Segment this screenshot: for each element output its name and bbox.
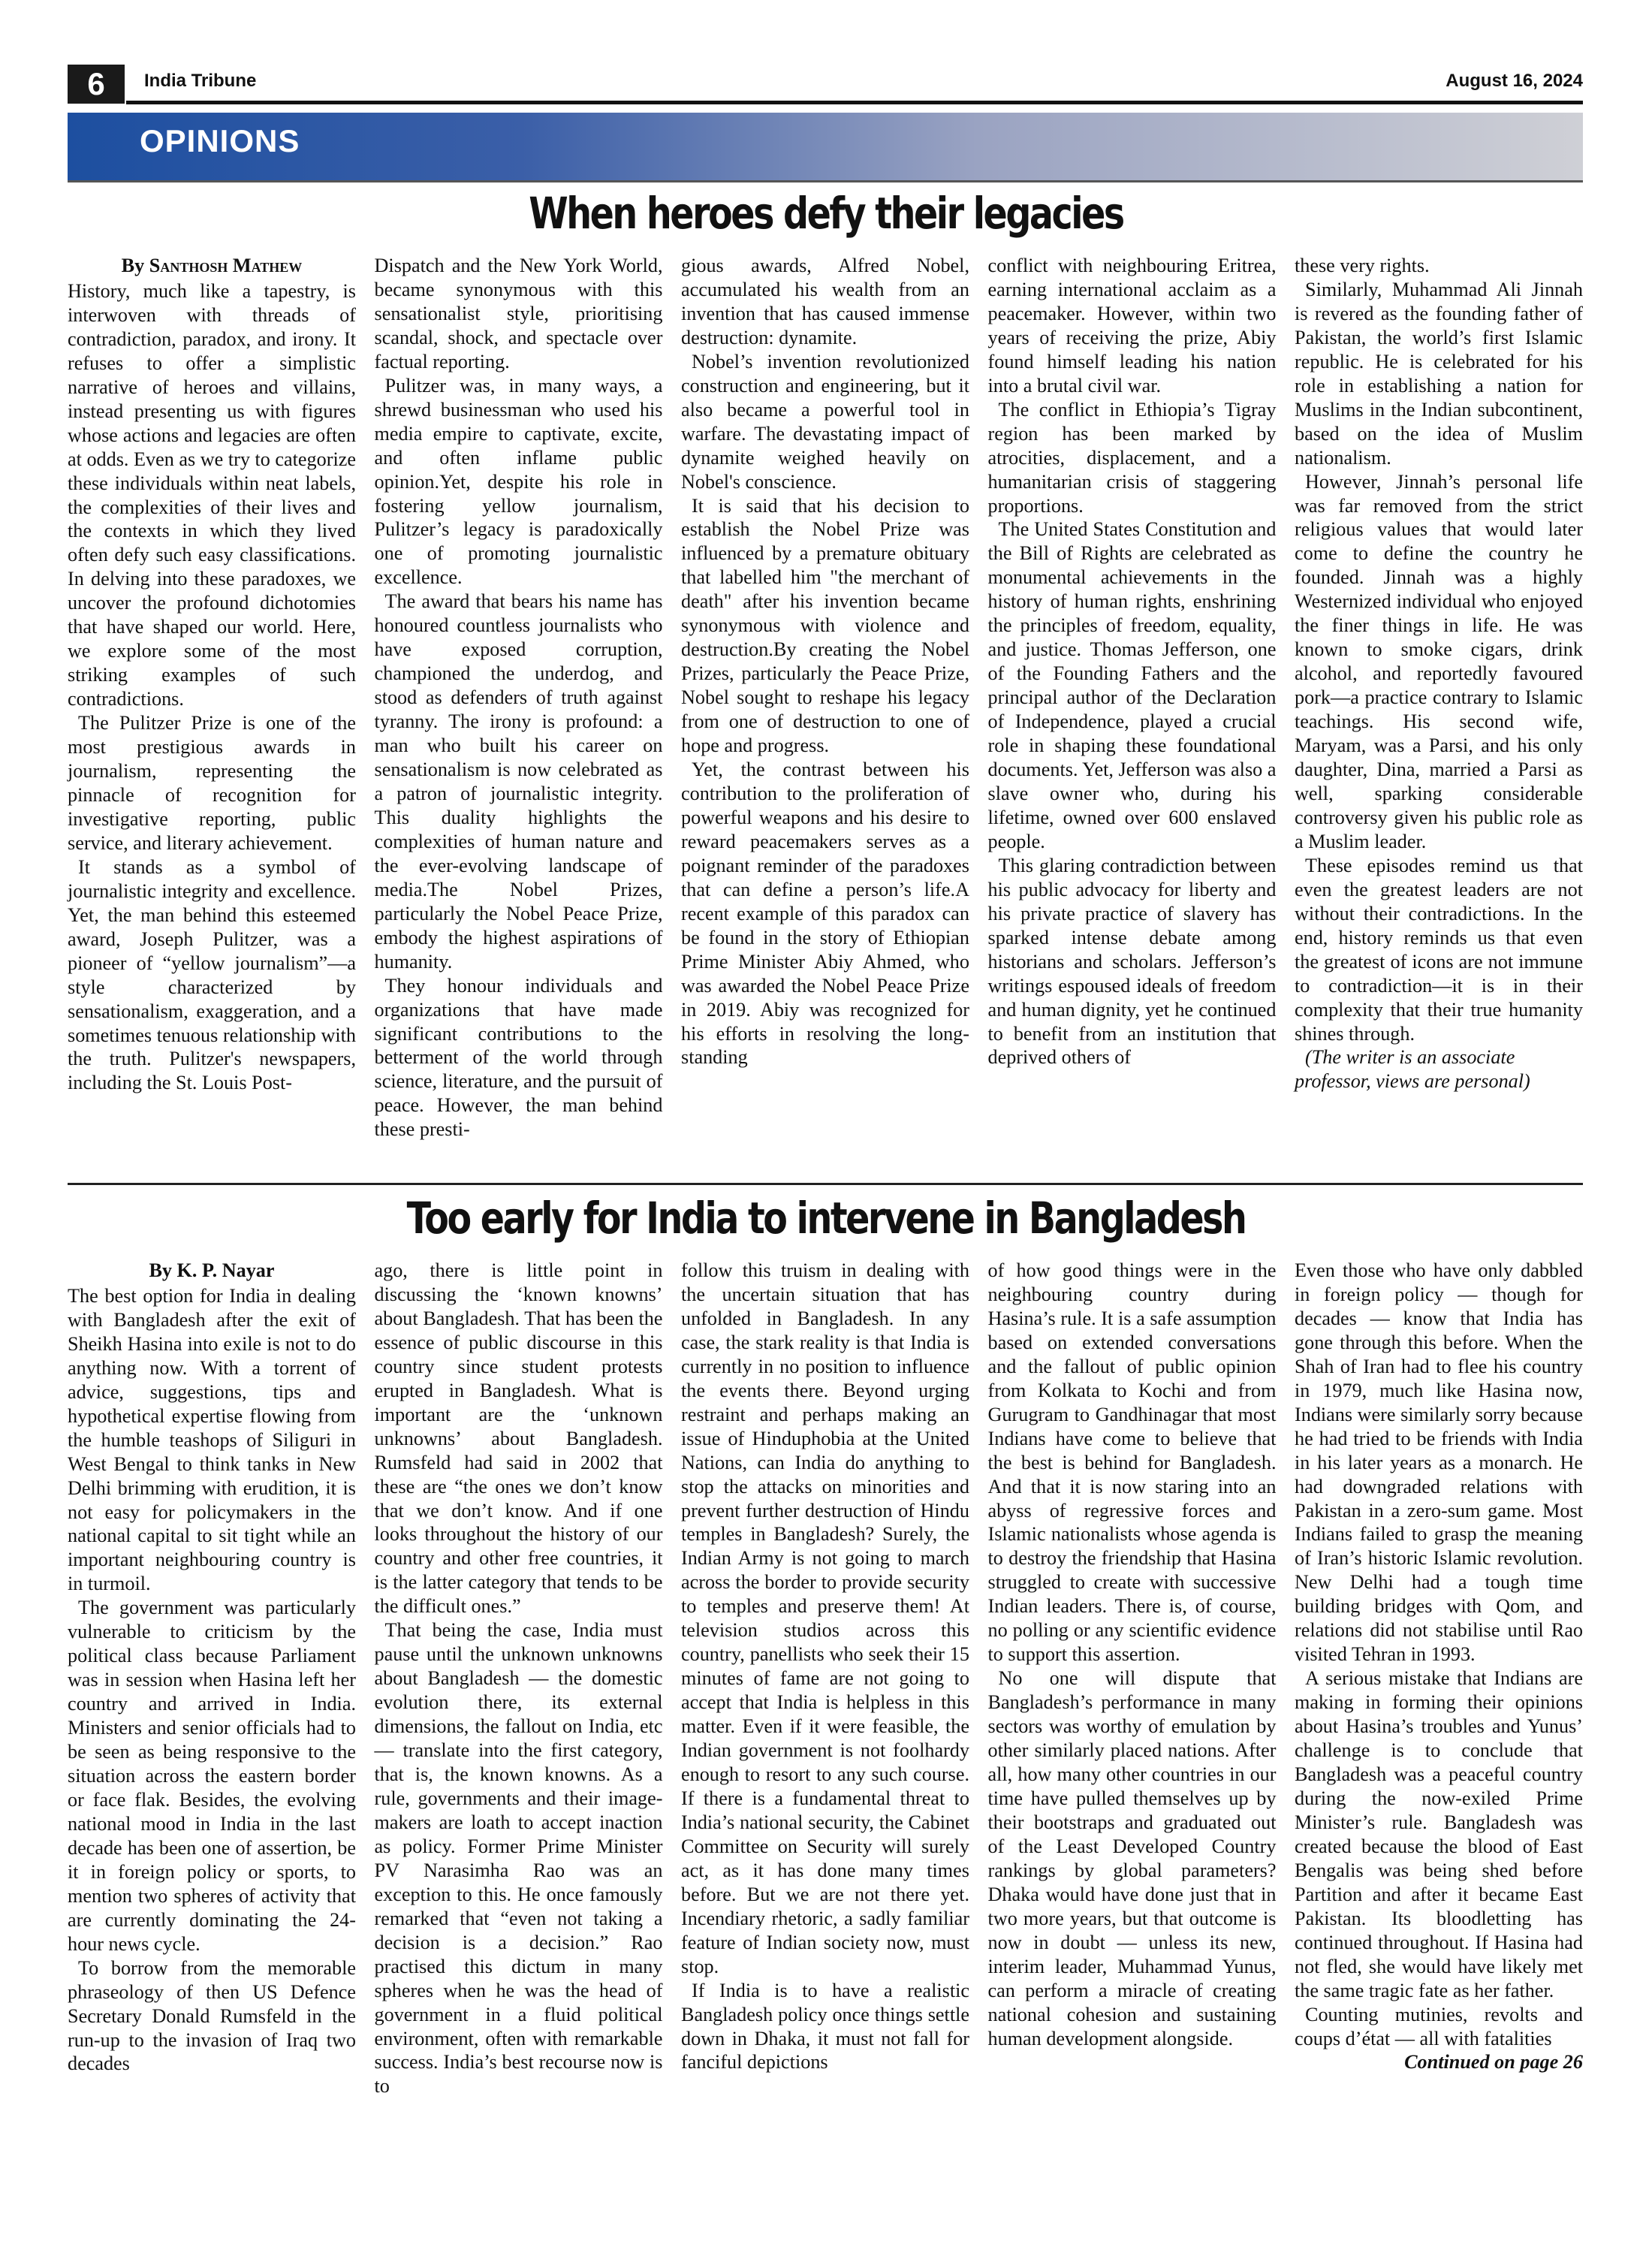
article2-column bbox=[681, 1259, 969, 2098]
paragraph: ago, there is little point in discussing the ‘known knowns’ about Bangladesh. That has been the essence of public discourse in this country since student protests erupted in Bangladesh. What is important are the ‘unknown unknowns’ about Bangladesh. Rumsfeld had said in 2002 that these are “the ones we don’t know that we don’t know. And if one looks throughout the history of our country and other free countries, it is the latter category that tends to be the difficult ones.” bbox=[374, 1259, 663, 1618]
publication-date: August 16, 2024 bbox=[1446, 71, 1583, 91]
paragraph: conflict with neighbouring Eritrea, earning international acclaim as a peacemaker. However, within two years of receiving the prize, Abiy found himself leading his nation into a brutal civil war. bbox=[987, 255, 1277, 397]
continued-note: Continued on page 26 bbox=[1404, 2051, 1583, 2074]
paragraph: follow this truism in dealing with the uncertain situation that has unfolded in Bangladesh. In any case, the stark reality is that India is currently in no position to influence the events there. Beyond urging restraint and perhaps making an issue of Hinduphobia at the United Nations, can India do anything to stop the attacks on minorities and prevent further destruction of Hindu temples in Bangladesh? Surely, the Indian Army is not going to march across the border to provide security to temples and preserve them! At television studios across this country, panellists who seek their 15 minutes of fame are not going to accept that India is helpless in this matter. Even if it were feasible, the Indian government is not foolhardy enough to resort to any such course. If there is a fundamental threat to India’s national security, the Cabinet Committee on Security will surely act, as it has done many times before. But we are not there yet. Incendiary rhetoric, a sadly familiar feature of Indian society now, must stop. bbox=[681, 1259, 969, 1977]
article2-byline: By K. P. Nayar bbox=[149, 1259, 275, 1281]
paragraph: That being the case, India must pause until the unknown unknowns about Bangladesh — the domestic evolution there, its external dimensions, the fallout on India, etc — translate into the first category, that is, the known knowns. As a rule, governments and their image-makers are loath to accept inaction as policy. Former Prime Minister PV Narasimha Rao was an exception to this. He once famously remarked that “even not taking a decision is a decision.” Rao practised this dictum in many spheres when he was the head of government in a fluid political environment, often with remarkable success. India’s best recourse now is to bbox=[374, 1619, 663, 2098]
article1-body bbox=[68, 254, 1583, 1142]
article1-column bbox=[681, 254, 969, 1142]
paragraph: A serious mistake that Indians are making in forming their opinions about Hasina’s troubles and Yunus’ challenge is to conclude that Bangladesh was a peaceful country during the now-exiled Prime Minister’s rule. Bangladesh was created because the blood of East Bengalis was being shed before Partition and after it became East Pakistan. Its bloodletting has continued throughout. If Hasina had not fled, she would have likely met the same tragic fate as her father. bbox=[1295, 1667, 1583, 2001]
article1-byline bbox=[68, 254, 356, 278]
section-banner bbox=[68, 113, 1583, 180]
paragraph: Yet, the contrast between his contribution to the proliferation of powerful weapons and his desire to reward peacemakers serves as a poignant reminder of the paradoxes that can define a person’s life.A recent example of this paradox can be found in the story of Ethiopian Prime Minister Abiy Ahmed, who was awarded the Nobel Peace Prize in 2019. Abiy was recognized for his efforts in resolving the long-standing bbox=[681, 759, 969, 1069]
paragraph: Nobel’s invention revolutionized construction and engineering, but it also became a powerful tool in warfare. The devastating impact of dynamite weighed heavily on Nobel's conscience. bbox=[681, 350, 969, 493]
paragraph: These episodes remind us that even the greatest leaders are not without their contradictions. In the end, history reminds us that even the greatest of icons are not immune to contradiction—it is in their complexity that their true humanity shines through. bbox=[1295, 854, 1583, 1045]
paragraph: Similarly, Muhammad Ali Jinnah is revered as the founding father of Pakistan, the world’s first Islamic republic. He is celebrated for his role in establishing a nation for Muslims in the Indian subcontinent, based on the idea of Muslim nationalism. bbox=[1295, 278, 1583, 469]
paragraph: If India is to have a realistic Bangladesh policy once things settle down in Dhaka, it must not fall for fanciful depictions bbox=[681, 1979, 969, 2074]
paragraph: The conflict in Ethiopia’s Tigray region has been marked by atrocities, displacement, and a humanitarian crisis of staggering proportions. bbox=[987, 398, 1277, 517]
article2-column bbox=[68, 1259, 356, 2098]
paragraph: They honour individuals and organizations that have made significant contributions to the betterment of the world through science, literature, and the pursuit of peace. However, the man behind these presti- bbox=[374, 974, 663, 1141]
paragraph: these very rights. bbox=[1295, 255, 1430, 276]
article2-column bbox=[375, 1259, 663, 2098]
article-divider bbox=[68, 1183, 1583, 1185]
paragraph: The award that bears his name has honoured countless journalists who have exposed corruption, championed the underdog, and stood as defenders of truth against tyranny. The irony is profound: a man who built his career on sensationalism is now celebrated as a patron of journalistic integrity. This duality highlights the complexities of human nature and the ever-evolving landscape of media.The Nobel Prizes, particularly the Nobel Peace Prize, embody the highest aspirations of humanity. bbox=[374, 590, 663, 973]
article1-headline: When heroes defy their legacies bbox=[529, 188, 1123, 239]
paragraph: Counting mutinies, revolts and coups d’état — all with fatalities bbox=[1295, 2003, 1583, 2049]
author-note: (The writer is an associate professor, views are personal) bbox=[1295, 1046, 1530, 1093]
paragraph: No one will dispute that Bangladesh’s performance in many sectors was worthy of emulation by other similarly placed nations. After all, how many other countries in our time have pulled themselves up by their bootstraps and graduated out of the Least Developed Country rankings by global parameters? Dhaka would have done just that in two more years, but that outcome is now in doubt — unless its new, interim leader, Muhammad Yunus, can perform a miracle of creating national cohesion and sustaining human development alongside. bbox=[987, 1667, 1277, 2049]
paragraph: It stands as a symbol of journalistic integrity and excellence. Yet, the man behind this esteemed award, Joseph Pulitzer, was a pioneer of “yellow journalism”—a style characterized by sensationalism, exaggeration, and a sometimes tenuous relationship with the truth. Pulitzer's newspapers, including the St. Louis Post- bbox=[68, 855, 356, 1094]
paragraph: Even those who have only dabbled in foreign policy — though for decades — know that India has gone through this before. When the Shah of Iran had to flee his country in 1979, much like Hasina now, Indians were similarly sorry because he had tried to be friends with India in his later years as a monarch. He had downgraded relations with Pakistan in a zero-sum game. Most Indians failed to grasp the meaning of Iran’s historic Islamic revolution. New Delhi had a tough time building bridges with Qom, and relations did not stabilise until Rao visited Tehran in 1993. bbox=[1295, 1259, 1583, 1666]
article2-column bbox=[1295, 1259, 1583, 2098]
paragraph: The government was particularly vulnerable to criticism by the political class because Parliament was in session when Hasina left her country and arrived in India. Ministers and senior officials had to be seen as being responsive to the situation across the eastern border or face flak. Besides, the evolving national mood in India in the last decade has been one of assertion, be it in foreign policy or sports, to mention two spheres of activity that are currently dominating the 24-hour news cycle. bbox=[68, 1597, 356, 1955]
article2-headline: Too early for India to intervene in Bangladesh bbox=[406, 1193, 1246, 1244]
paragraph: gious awards, Alfred Nobel, accumulated his wealth from an invention that has caused immense destruction: dynamite. bbox=[681, 255, 969, 348]
article1-column bbox=[988, 254, 1277, 1142]
article1-column bbox=[1295, 254, 1583, 1142]
article1-column bbox=[375, 254, 663, 1142]
paragraph: The Pulitzer Prize is one of the most prestigious awards in journalism, representing the pinnacle of recognition for investigative reporting, public service, and literary achievement. bbox=[68, 712, 356, 854]
section-label: OPINIONS bbox=[140, 123, 300, 158]
paragraph: of how good things were in the neighbouring country during Hasina’s rule. It is a safe assumption based on extended conversations and the fallout of public opinion from Kolkata to Kochi and from Gurugram to Gandhinagar that most Indians have come to believe that the best is behind for Bangladesh. And that it is now staring into an abyss of regressive forces and Islamic nationalists whose agenda is to destroy the friendship that Hasina struggled to create with successive Indian leaders. There is, of course, no polling or any scientific evidence to support this assertion. bbox=[987, 1259, 1277, 1666]
publication-name: India Tribune bbox=[144, 71, 257, 91]
page-number: 6 bbox=[68, 65, 125, 104]
banner-rule bbox=[68, 180, 1583, 182]
paragraph: It is said that his decision to establish the Nobel Prize was influenced by a premature obituary that labelled him "the merchant of death" after his invention became synonymous with violence and destruction.By creating the Nobel Prizes, particularly the Peace Prize, Nobel sought to reshape his legacy from one of destruction to one of hope and progress. bbox=[681, 494, 969, 757]
article2-body bbox=[68, 1259, 1583, 2098]
paragraph: However, Jinnah’s personal life was far removed from the strict religious values that would later come to define the country he founded. Jinnah was a highly Westernized individual who enjoyed the finer things in life. He was known to smoke cigars, drink alcohol, and reportedly favoured pork—a practice contrary to Islamic teachings. His second wife, Maryam, was a Parsi, and his only daughter, Dina, married a Parsi as well, sparking considerable controversy given his public role as a Muslim leader. bbox=[1295, 470, 1583, 852]
paragraph: This glaring contradiction between his public advocacy for liberty and his private practice of slavery has sparked intense debate among historians and scholars. Jefferson’s writings espoused ideals of freedom and human dignity, yet he continued to benefit from an institution that deprived others of bbox=[987, 854, 1277, 1069]
paragraph: Dispatch and the New York World, became synonymous with this sensationalist style, prioritising scandal, shock, and spectacle over factual reporting. bbox=[374, 255, 663, 372]
article2-column bbox=[988, 1259, 1277, 2098]
article1-byline-name: Santhosh Mathew bbox=[149, 255, 303, 276]
paragraph: Pulitzer was, in many ways, a shrewd businessman who used his media empire to captivate, excite, and often inflame public opinion.Yet, despite his role in fostering yellow journalism, Pulitzer’s legacy is paradoxically one of promoting journalistic excellence. bbox=[374, 374, 663, 589]
article1-column bbox=[68, 254, 356, 1142]
header-rule bbox=[126, 101, 1583, 104]
paragraph: History, much like a tapestry, is interwoven with threads of contradiction, paradox, and irony. It refuses to offer a simplistic narrative of heroes and villains, instead presenting us with figures whose actions and legacies are often at odds. Even as we try to categorize these individuals within neat labels, the complexities of their lives and the contexts in which they lived often defy such easy classifications. In delving into these paradoxes, we uncover the profound dichotomies that have shaped our world. Here, we explore some of the most striking examples of such contradictions. bbox=[68, 279, 356, 710]
paragraph: The best option for India in dealing with Bangladesh after the exit of Sheikh Hasina into exile is not to do anything now. With a torrent of advice, suggestions, tips and hypothetical expertise flowing from the humble teashops of Siliguri in West Bengal to think tanks in New Delhi brimming with erudition, it is not easy for policymakers in the national capital to sit tight while an important neighbouring country is in turmoil. bbox=[68, 1284, 356, 1595]
paragraph: To borrow from the memorable phraseology of then US Defence Secretary Donald Rumsfeld in the run-up to the invasion of Iraq two decades bbox=[68, 1956, 356, 2075]
article1-byline-prefix: By bbox=[121, 255, 145, 276]
paragraph: The United States Constitution and the Bill of Rights are celebrated as monumental achievements in the history of human rights, enshrining the principles of freedom, equality, and justice. Thomas Jefferson, one of the Founding Fathers and the principal author of the Declaration of Independence, played a crucial role in shaping these foundational documents. Yet, Jefferson was also a slave owner who, during his lifetime, owned over 600 enslaved people. bbox=[987, 518, 1277, 852]
